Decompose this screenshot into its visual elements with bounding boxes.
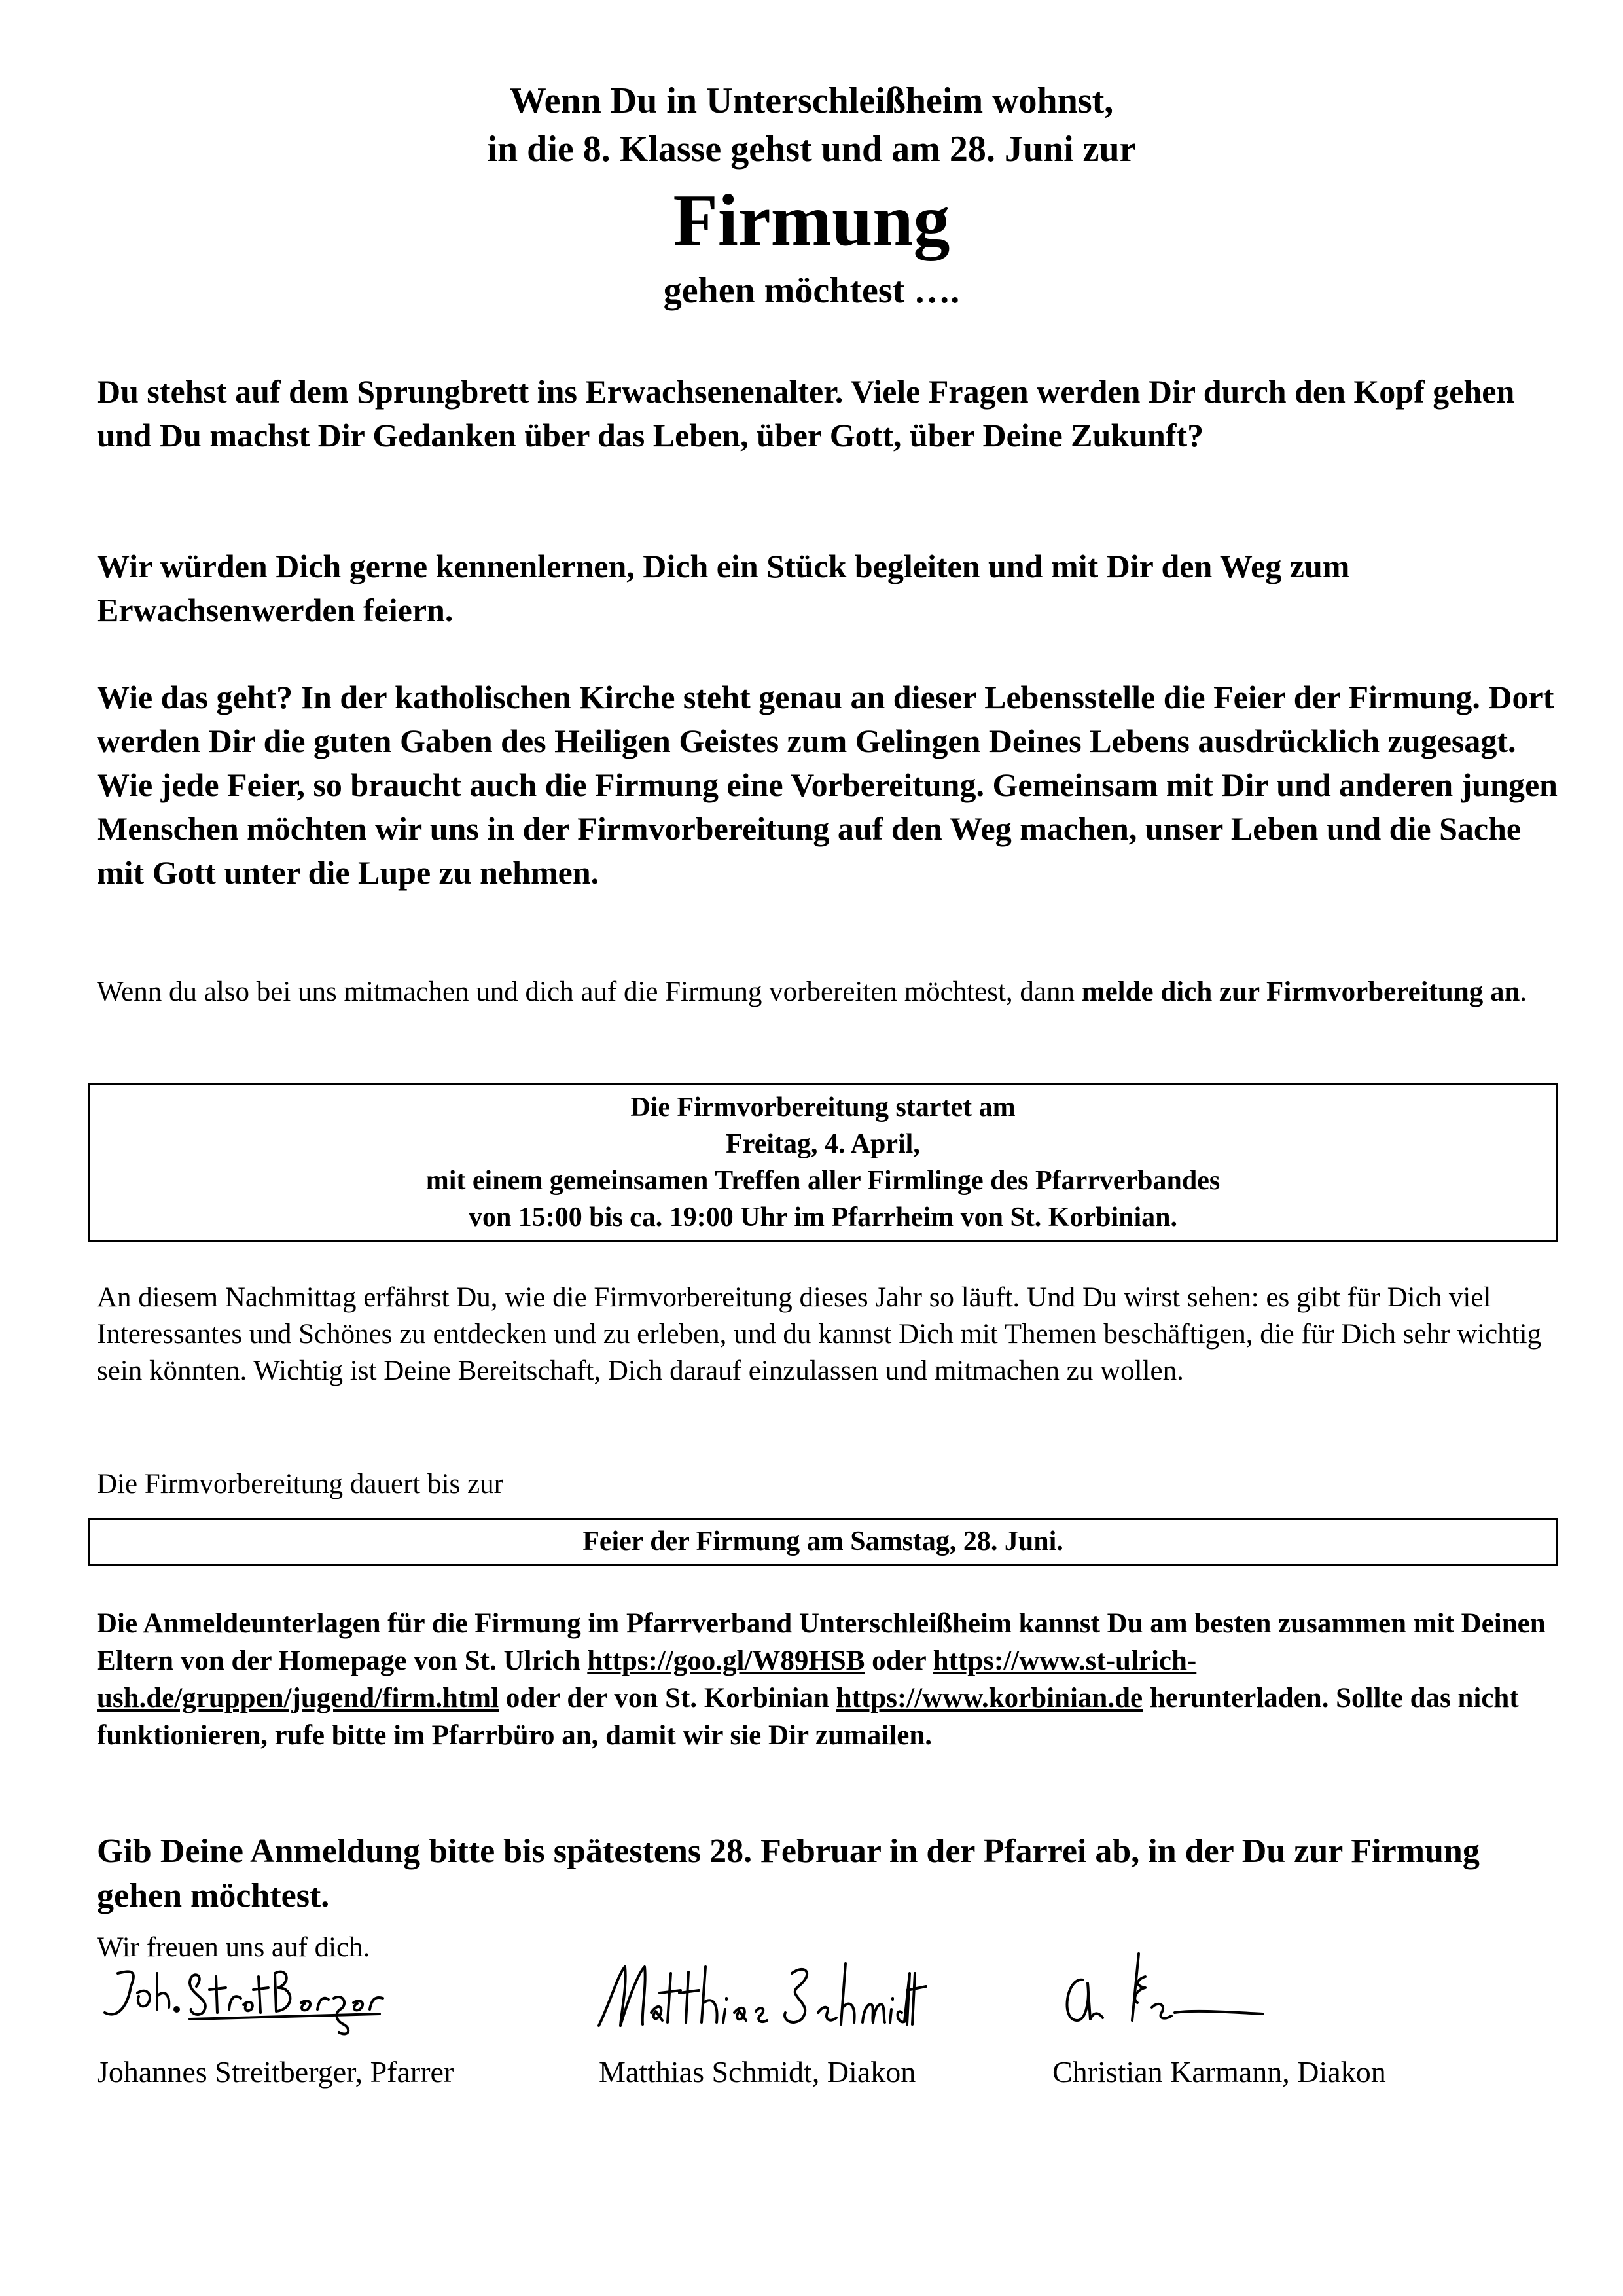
header-line-3: gehen möchtest ….	[663, 270, 960, 311]
end-info-box	[88, 1518, 1558, 1566]
signatory-name-3: Christian Karmann, Diakon	[1052, 2055, 1386, 2089]
signup-bold: melde dich zur Firmvorbereitung an	[1081, 977, 1520, 1007]
intro-text-3: Wie das geht? In der katholischen Kirche steht genau an dieser Lebensstelle die Feier der Firmung. Dort werden Dir die guten Gaben des Heiligen Geistes zum Gelingen Deines Lebens ausdrücklich zugesagt.	[97, 679, 1554, 759]
link-korbinian[interactable]: https://www.korbinian.de	[836, 1683, 1143, 1713]
deadline-paragraph	[97, 1829, 1569, 1918]
intro-text-2: Wir würden Dich gerne kennenlernen, Dich ein Stück begleiten und mit Dir den Weg zum Erwachsenwerden feiern.	[97, 548, 1350, 628]
signature-karmann	[1054, 1947, 1276, 2039]
intro-paragraph-2	[97, 545, 1569, 632]
afternoon-paragraph	[97, 1280, 1569, 1390]
duration-paragraph	[97, 1466, 1569, 1503]
header-line-1: Wenn Du in Unterschleißheim wohnst,	[509, 81, 1114, 121]
start-box-line-3: mit einem gemeinsamen Treffen aller Firmlinge des Pfarrverbandes	[425, 1166, 1221, 1196]
docs-text-2: oder	[865, 1645, 933, 1676]
page-title: Firmung	[673, 180, 950, 261]
duration-text: Die Firmvorbereitung dauert bis zur	[97, 1469, 503, 1499]
start-info-box	[88, 1083, 1558, 1242]
greeting-text: Wir freuen uns auf dich.	[97, 1932, 370, 1963]
start-box-line-1: Die Firmvorbereitung startet am	[630, 1092, 1016, 1122]
intro-paragraph-1	[97, 370, 1569, 457]
signup-paragraph	[97, 974, 1569, 1011]
docs-text-1: Die Anmeldeunterlagen für die Firmung im Pfarrverband Unterschleißheim kannst Du am besten zusammen mit Deinen Eltern von der Homepage von St. Ulrich	[97, 1608, 1546, 1676]
docs-text-4: herunterladen. Sollte das nicht funktionieren, rufe bitte im Pfarrbüro an, damit wir sie Dir zumailen.	[97, 1683, 1519, 1751]
end-box-text: Feier der Firmung am Samstag, 28. Juni.	[582, 1526, 1063, 1556]
header-line-2: in die 8. Klasse gehst und am 28. Juni zur	[487, 129, 1136, 170]
afternoon-text: An diesem Nachmittag erfährst Du, wie die Firmvorbereitung dieses Jahr so läuft. Und Du wirst sehen: es gibt für Dich viel Interessantes und Schönes zu entdecken und zu erleben, und du kannst Dich mit Themen beschäftigen, die für Dich sehr wichtig sein könnten. Wichtig ist Deine Bereitschaft, Dich darauf einzulassen und mitmachen zu wollen.	[97, 1282, 1542, 1386]
signature-streitberger	[92, 1947, 393, 2039]
signatory-name-2: Matthias Schmidt, Diakon	[599, 2055, 916, 2089]
link-goo-gl[interactable]: https://goo.gl/W89HSB	[587, 1645, 865, 1676]
signatory-name-1: Johannes Streitberger, Pfarrer	[97, 2055, 454, 2089]
deadline-text: Gib Deine Anmeldung bitte bis spätestens 28. Februar in der Pfarrei ab, in der Du zur Firmung gehen möchtest.	[97, 1833, 1480, 1914]
link-st-ulrich[interactable]: https://www.st-ulrich-ush.de/gruppen/jugend/firm.html	[97, 1645, 1197, 1713]
documents-paragraph	[97, 1605, 1569, 1754]
start-box-line-4: von 15:00 bis ca. 19:00 Uhr im Pfarrheim von St. Korbinian.	[468, 1202, 1178, 1232]
signup-text: Wenn du also bei uns mitmachen und dich auf die Firmung vorbereiten möchtest, dann	[97, 977, 1082, 1007]
signature-schmidt	[589, 1947, 929, 2039]
intro-text-4: Wie jede Feier, so braucht auch die Firmung eine Vorbereitung. Gemeinsam mit Dir und anderen jungen Menschen möchten wir uns in der Firmvorbereitung auf den Weg machen, unser Leben und die Sache mit Gott unter die Lupe zu nehmen.	[97, 766, 1558, 891]
signup-end: .	[1520, 977, 1527, 1007]
intro-text-1: Du stehst auf dem Sprungbrett ins Erwachsenenalter. Viele Fragen werden Dir durch den Kopf gehen und Du machst Dir Gedanken über das Leben, über Gott, über Deine Zukunft?	[97, 373, 1515, 454]
intro-paragraph-3	[97, 675, 1569, 895]
start-box-line-2: Freitag, 4. April,	[726, 1129, 920, 1159]
docs-text-3: oder der von St. Korbinian	[499, 1683, 836, 1713]
